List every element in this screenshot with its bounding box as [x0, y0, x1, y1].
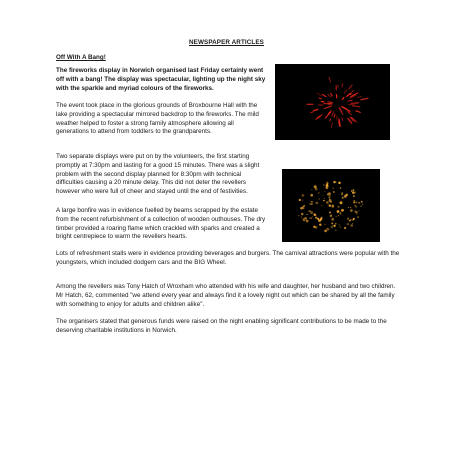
fireworks-red-image: [275, 64, 390, 140]
firework-streak: [346, 109, 350, 111]
firework-sparkle: [342, 197, 344, 199]
firework-streak: [323, 95, 327, 97]
firework-streak: [342, 117, 343, 120]
firework-sparkle: [301, 213, 304, 216]
firework-sparkle: [323, 184, 324, 185]
firework-sparkle: [357, 214, 358, 215]
firework-sparkle: [317, 218, 319, 220]
firework-streak: [332, 112, 334, 116]
firework-sparkle: [329, 199, 332, 202]
firework-sparkle: [315, 215, 316, 216]
firework-sparkle: [303, 205, 305, 207]
firework-sparkle: [340, 201, 343, 204]
firework-sparkle: [301, 216, 302, 217]
firework-streak: [339, 120, 340, 127]
firework-sparkle: [300, 207, 303, 210]
firework-sparkle: [353, 201, 355, 203]
firework-sparkle: [326, 201, 329, 204]
firework-sparkle: [324, 198, 325, 199]
firework-sparkle: [298, 215, 299, 216]
firework-sparkle: [333, 191, 335, 193]
fireworks-photo-red: [275, 64, 390, 140]
firework-sparkle: [311, 201, 312, 202]
firework-sparkle: [318, 193, 319, 194]
firework-sparkle: [328, 204, 329, 205]
firework-sparkle: [348, 207, 349, 208]
firework-sparkle: [335, 216, 336, 217]
firework-sparkle: [330, 215, 333, 218]
firework-sparkle: [302, 200, 303, 201]
article-paragraph: A large bonfire was in evidence fuelled by beams scrapped by the estate from the recent refurbishment of a collection of wooden outhouses. The dry timber provided a roaring flame which crackled with sparks and created a bright centrepiece to warm the revellers hearts.: [56, 207, 266, 241]
firework-sparkle: [340, 226, 341, 227]
firework-streak: [311, 112, 314, 113]
firework-sparkle: [339, 213, 341, 215]
firework-streak: [352, 91, 354, 92]
firework-sparkle: [353, 218, 355, 220]
firework-streak: [349, 85, 352, 89]
firework-sparkle: [354, 200, 355, 201]
firework-sparkle: [358, 202, 360, 204]
firework-sparkle: [329, 199, 330, 200]
firework-sparkle: [338, 206, 340, 208]
firework-sparkle: [323, 200, 325, 202]
firework-sparkle: [306, 220, 309, 223]
firework-sparkle: [312, 216, 313, 217]
firework-streak: [361, 98, 368, 99]
firework-streak: [348, 119, 352, 124]
firework-streak: [342, 84, 343, 87]
firework-sparkle: [319, 192, 320, 193]
firework-sparkle: [308, 211, 309, 212]
firework-sparkle: [327, 184, 328, 185]
firework-sparkle: [340, 212, 341, 213]
article-paragraph: Lots of refreshment stalls were in evidence providing beverages and burgers. The carnival attractions were popular with the youngsters, which included dodgem cars and the BIG Wheel.: [56, 250, 400, 266]
firework-sparkle: [355, 201, 357, 203]
firework-sparkle: [327, 228, 330, 231]
firework-sparkle: [333, 225, 335, 227]
firework-sparkle: [332, 205, 334, 207]
firework-sparkle: [350, 219, 351, 220]
firework-sparkle: [362, 204, 363, 205]
firework-sparkle: [315, 217, 317, 219]
firework-sparkle: [339, 224, 340, 225]
firework-sparkle: [321, 205, 322, 206]
article-paragraph: The organisers stated that generous funds were raised on the night enabling significant contributions to be made to the deserving charitable institutions in Norwich.: [56, 318, 387, 334]
firework-sparkle: [324, 191, 325, 192]
firework-sparkle: [335, 223, 336, 224]
firework-sparkle: [319, 223, 321, 225]
firework-sparkle: [315, 188, 318, 191]
fireworks-gold-image: [282, 169, 380, 242]
firework-sparkle: [354, 210, 356, 212]
firework-sparkle: [310, 217, 311, 218]
firework-sparkle: [355, 206, 357, 208]
firework-sparkle: [309, 203, 311, 205]
firework-sparkle: [329, 205, 331, 207]
firework-sparkle: [310, 194, 313, 197]
firework-sparkle: [344, 227, 346, 229]
firework-sparkle: [345, 196, 346, 197]
firework-sparkle: [324, 230, 327, 233]
firework-sparkle: [306, 214, 307, 215]
firework-sparkle: [336, 182, 337, 183]
firework-sparkle: [332, 188, 333, 189]
firework-sparkle: [310, 211, 313, 214]
firework-streak: [357, 96, 361, 97]
article-lead: The fireworks display in Norwich organised last Friday certainly went off with a bang! The display was spectacular, lighting up the night sky with the sparkle and myriad colours of the fireworks.: [56, 67, 266, 92]
firework-sparkle: [350, 207, 351, 208]
firework-sparkle: [338, 182, 340, 184]
firework-sparkle: [322, 195, 323, 196]
firework-sparkle: [340, 187, 341, 188]
firework-sparkle: [353, 189, 355, 191]
firework-sparkle: [350, 209, 353, 212]
article-paragraph: Among the revellers was Tony Hatch of Wroxham who attended with his wife and daughter, her husband and two children. Mr Hatch, 62, commented "we attend every year and always find it a lovely night out which can be shared by all the family with something to enjoy for adults and children alike".: [56, 283, 396, 308]
firework-sparkle: [299, 199, 301, 201]
firework-sparkle: [329, 211, 331, 213]
firework-streak: [342, 98, 343, 99]
firework-sparkle: [338, 215, 339, 216]
firework-streak: [334, 114, 335, 117]
article-paragraph: Two separate displays were put on by the volunteers, the first starting promptly at 7:30pm and lasting for a good 15 minutes. There was a slight problem with the second display planned for 8:30pm with technical difficulties causing a 20 minute delay. This did not deter the revellers however who were full of cheer and stayed until the end of festivities.: [56, 153, 260, 196]
firework-sparkle: [316, 202, 319, 205]
firework-sparkle: [360, 205, 362, 207]
firework-sparkle: [357, 216, 359, 218]
firework-sparkle: [327, 193, 329, 195]
firework-sparkle: [352, 191, 355, 194]
firework-sparkle: [351, 190, 353, 192]
firework-streak: [319, 98, 322, 99]
firework-sparkle: [331, 218, 334, 221]
firework-sparkle: [361, 201, 363, 203]
firework-sparkle: [328, 192, 330, 194]
firework-streak: [325, 112, 330, 118]
firework-sparkle: [347, 217, 349, 219]
firework-sparkle: [341, 192, 343, 194]
firework-sparkle: [311, 189, 312, 190]
firework-sparkle: [319, 198, 320, 199]
firework-sparkle: [330, 225, 333, 228]
firework-sparkle: [350, 224, 353, 227]
firework-sparkle: [327, 182, 328, 183]
firework-sparkle: [313, 226, 315, 228]
article-headline: Off With A Bang!: [56, 54, 106, 61]
page-heading: NEWSPAPER ARTICLES: [189, 39, 264, 46]
firework-sparkle: [303, 218, 306, 221]
firework-streak: [314, 110, 318, 111]
firework-streak: [339, 108, 342, 114]
firework-streak: [329, 77, 331, 82]
firework-streak: [344, 90, 347, 94]
firework-sparkle: [309, 217, 310, 218]
firework-streak: [324, 106, 331, 109]
firework-sparkle: [333, 181, 335, 183]
firework-sparkle: [359, 211, 360, 212]
firework-streak: [331, 94, 332, 96]
firework-streak: [330, 119, 331, 121]
firework-sparkle: [353, 195, 355, 197]
firework-streak: [317, 93, 321, 95]
firework-streak: [331, 123, 332, 128]
firework-streak: [353, 106, 360, 107]
firework-sparkle: [301, 194, 304, 197]
firework-sparkle: [335, 230, 336, 231]
firework-sparkle: [311, 203, 313, 205]
firework-sparkle: [325, 224, 326, 225]
firework-sparkle: [309, 210, 311, 212]
firework-sparkle: [347, 223, 349, 225]
firework-sparkle: [320, 217, 322, 219]
firework-streak: [356, 111, 360, 113]
firework-streak: [348, 100, 353, 101]
fireworks-photo-gold: [282, 169, 380, 242]
firework-sparkle: [352, 223, 353, 224]
article-paragraph: The event took place in the glorious grounds of Broxbourne Hall with the lake providing a spectacular mirrored backdrop to the fireworks. The mild weather helped to foster a strong family atmosphere allowing all generations to attend from toddlers to the grandparents.: [56, 102, 259, 136]
firework-streak: [328, 94, 331, 97]
firework-sparkle: [331, 222, 333, 224]
firework-sparkle: [341, 210, 342, 211]
firework-sparkle: [328, 196, 330, 198]
firework-sparkle: [337, 210, 340, 213]
firework-sparkle: [319, 219, 321, 221]
